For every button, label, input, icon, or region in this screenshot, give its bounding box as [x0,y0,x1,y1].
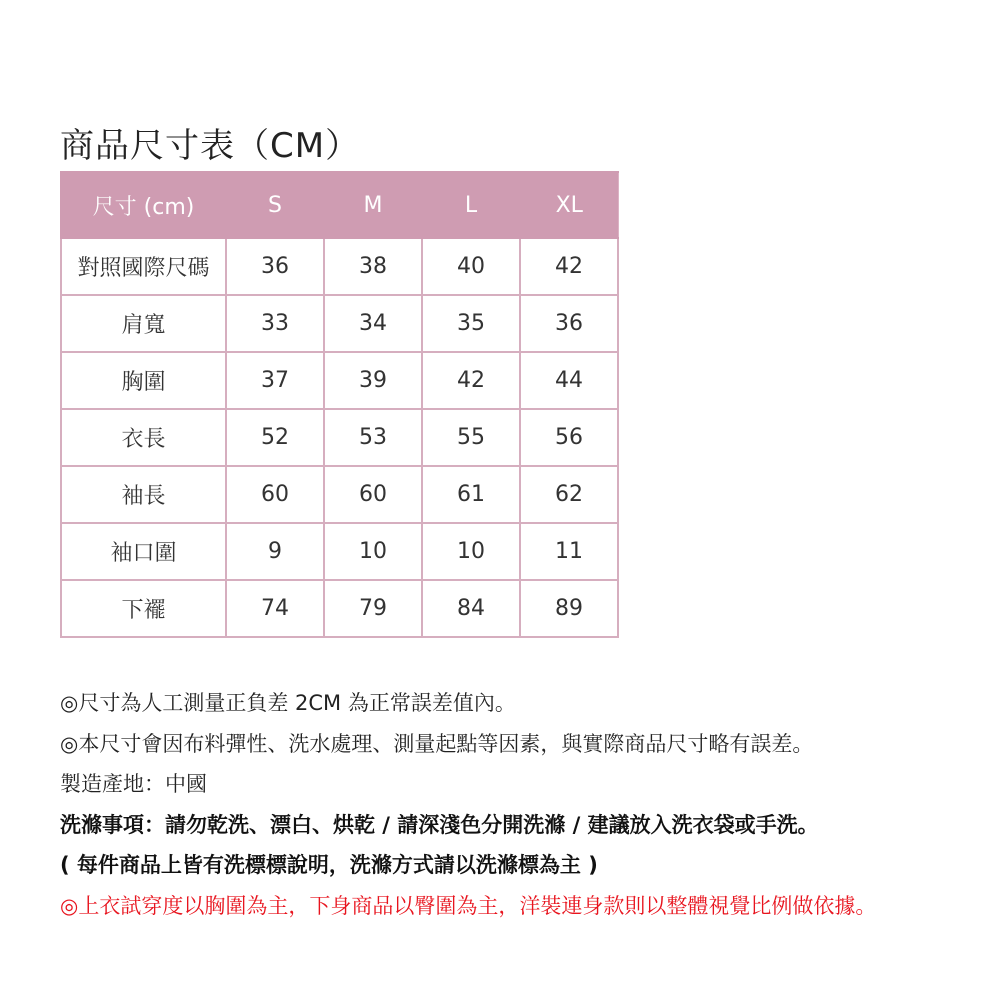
table-row [61,409,618,466]
row-label: 胸圍 [61,352,226,409]
table-cell: 60 [324,466,422,523]
table-row [61,466,618,523]
header-size-s: S [226,172,324,238]
table-cell: 53 [324,409,422,466]
table-cell: 42 [422,352,520,409]
row-label: 袖口圍 [61,523,226,580]
table-row [61,238,618,295]
table-cell: 74 [226,580,324,637]
header-size-label: 尺寸 (cm) [61,172,226,238]
table-cell: 55 [422,409,520,466]
table-cell: 44 [520,352,618,409]
table-cell: 9 [226,523,324,580]
table-cell: 56 [520,409,618,466]
header-size-xl: XL [520,172,618,238]
table-header-row [61,172,618,238]
table-cell: 11 [520,523,618,580]
table-cell: 42 [520,238,618,295]
page-title: 商品尺寸表（CM） [60,126,361,166]
table-cell: 39 [324,352,422,409]
table-cell: 40 [422,238,520,295]
table-cell: 33 [226,295,324,352]
fabric-variance-note: ◎本尺寸會因布料彈性、洗水處理、測量起點等因素，與實際商品尺寸略有誤差。 [60,731,814,756]
row-label: 衣長 [61,409,226,466]
table-cell: 37 [226,352,324,409]
header-size-l: L [422,172,520,238]
table-cell: 62 [520,466,618,523]
table-cell: 35 [422,295,520,352]
row-label: 袖長 [61,466,226,523]
table-cell: 38 [324,238,422,295]
row-label: 肩寬 [61,295,226,352]
header-size-m: M [324,172,422,238]
table-cell: 52 [226,409,324,466]
table-cell: 84 [422,580,520,637]
table-cell: 36 [520,295,618,352]
row-label: 對照國際尺碼 [61,238,226,295]
fitting-guide-note: ◎上衣試穿度以胸圍為主，下身商品以臀圍為主，洋裝連身款則以整體視覺比例做依據。 [60,893,877,918]
row-label: 下襬 [61,580,226,637]
table-cell: 79 [324,580,422,637]
notes-section [60,683,990,926]
size-table [60,171,619,638]
table-row [61,523,618,580]
table-row [61,580,618,637]
table-cell: 36 [226,238,324,295]
table-row [61,352,618,409]
table-cell: 10 [422,523,520,580]
table-cell: 89 [520,580,618,637]
washing-instructions: 洗滌事項：請勿乾洗、漂白、烘乾 / 請深淺色分開洗滌 / 建議放入洗衣袋或手洗。 [60,812,819,837]
washing-label-note: ( 每件商品上皆有洗標標說明，洗滌方式請以洗滌標為主 ) [60,853,598,877]
table-row [61,295,618,352]
table-cell: 60 [226,466,324,523]
table-cell: 34 [324,295,422,352]
table-cell: 61 [422,466,520,523]
measurement-tolerance-note: ◎尺寸為人工測量正負差 2CM 為正常誤差值內。 [60,691,516,715]
origin-note: 製造產地：中國 [60,772,207,796]
table-cell: 10 [324,523,422,580]
